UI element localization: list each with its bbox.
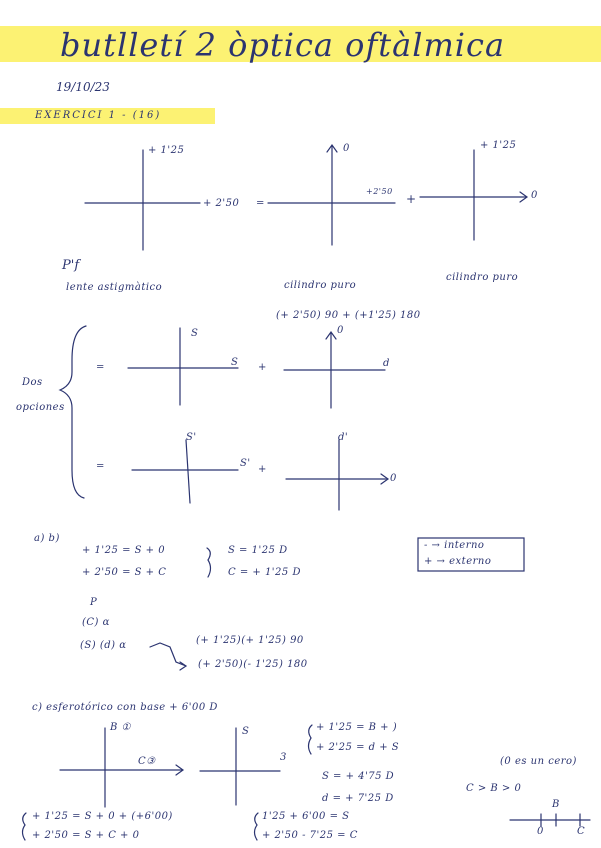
part-ab-label: a) b) (34, 533, 60, 544)
bottom-left-eq2: + 2'50 = S + C + 0 (32, 830, 140, 841)
part-c-res2: d = + 7'25 D (322, 793, 394, 804)
options-label-2: opciones (16, 402, 65, 413)
legend-external: + → externo (424, 556, 492, 567)
axis-label-b: B (552, 799, 560, 810)
cyl1-top-label: 0 (343, 143, 350, 154)
caption-cylinder2: cilindro puro (446, 272, 519, 283)
row1-c-top: 0 (337, 325, 344, 336)
cyl2-right-label: 0 (531, 190, 538, 201)
part-c-res1: S = + 4'75 D (322, 771, 395, 782)
part-c-inequality: C > B > 0 (466, 783, 522, 794)
part-ab-eq2: + 2'50 = S + C (82, 567, 167, 578)
section-heading: EXERCICI 1 - (16) (35, 110, 162, 121)
row2-equals: = (96, 461, 105, 472)
row2-c-right: 0 (390, 473, 397, 484)
part-ab-res2: C = + 1'25 D (228, 567, 301, 578)
caption-astigmatic: lente astigmàtico (66, 282, 163, 293)
pf-label: P'f (62, 258, 80, 273)
astig-right-label: + 2'50 (203, 198, 240, 209)
part-ab-result2: (+ 2'50)(- 1'25) 180 (198, 659, 308, 670)
row1-c-right: d (383, 358, 390, 369)
axis-label-0: 0 (537, 826, 544, 837)
page-title: butlletí 2 òptica oftàlmica (60, 26, 506, 64)
part-c-note: (0 es un cero) (500, 756, 577, 767)
cyl2-top-label: + 1'25 (480, 140, 517, 151)
equals-sign: = (256, 198, 265, 209)
page-date: 19/10/23 (56, 80, 110, 94)
row2-plus: + (258, 464, 267, 475)
row1-equals: = (96, 362, 105, 373)
axis-label-c: C (577, 826, 586, 837)
row2-c-top: d' (338, 432, 349, 443)
legend-internal: - → interno (424, 540, 485, 551)
row1-s-right: S (231, 357, 239, 368)
part-c-sys1: + 1'25 = B + ) (316, 722, 398, 733)
part-ab-sd-alpha: (S) (d) α (80, 640, 127, 651)
row2-s-right: S' (240, 458, 251, 469)
part-c-right-right: 3 (280, 752, 287, 763)
bottom-right-eq2: + 2'50 - 7'25 = C (262, 830, 358, 841)
bottom-left-eq1: + 1'25 = S + 0 + (+6'00) (32, 811, 173, 822)
options-label-1: Dos (22, 377, 43, 388)
row1-plus: + (258, 362, 267, 373)
plus-sign: + (406, 192, 417, 206)
part-ab-eq1: + 1'25 = S + 0 (82, 545, 166, 556)
caption-cylinder1: cilindro puro (284, 280, 357, 291)
part-c-left-right: C③ (138, 756, 156, 767)
astig-top-label: + 1'25 (148, 145, 185, 156)
row1-s-top: S (191, 328, 199, 339)
cyl1-right-label: +2'50 (366, 187, 393, 196)
part-ab-res1: S = 1'25 D (228, 545, 288, 556)
part-ab-p: P (90, 597, 98, 608)
options-formula: (+ 2'50) 90 + (+1'25) 180 (276, 310, 421, 321)
part-c-title: c) esferotórico con base + 6'00 D (32, 702, 218, 713)
part-c-sys2: + 2'25 = d + S (316, 742, 400, 753)
part-ab-result1: (+ 1'25)(+ 1'25) 90 (196, 635, 304, 646)
row2-s-top: S' (186, 432, 197, 443)
part-c-left-top: B ① (110, 722, 131, 733)
part-c-right-top: S (242, 726, 250, 737)
bottom-right-eq1: 1'25 + 6'00 = S (262, 811, 350, 822)
part-ab-c-alpha: (C) α (82, 617, 110, 628)
